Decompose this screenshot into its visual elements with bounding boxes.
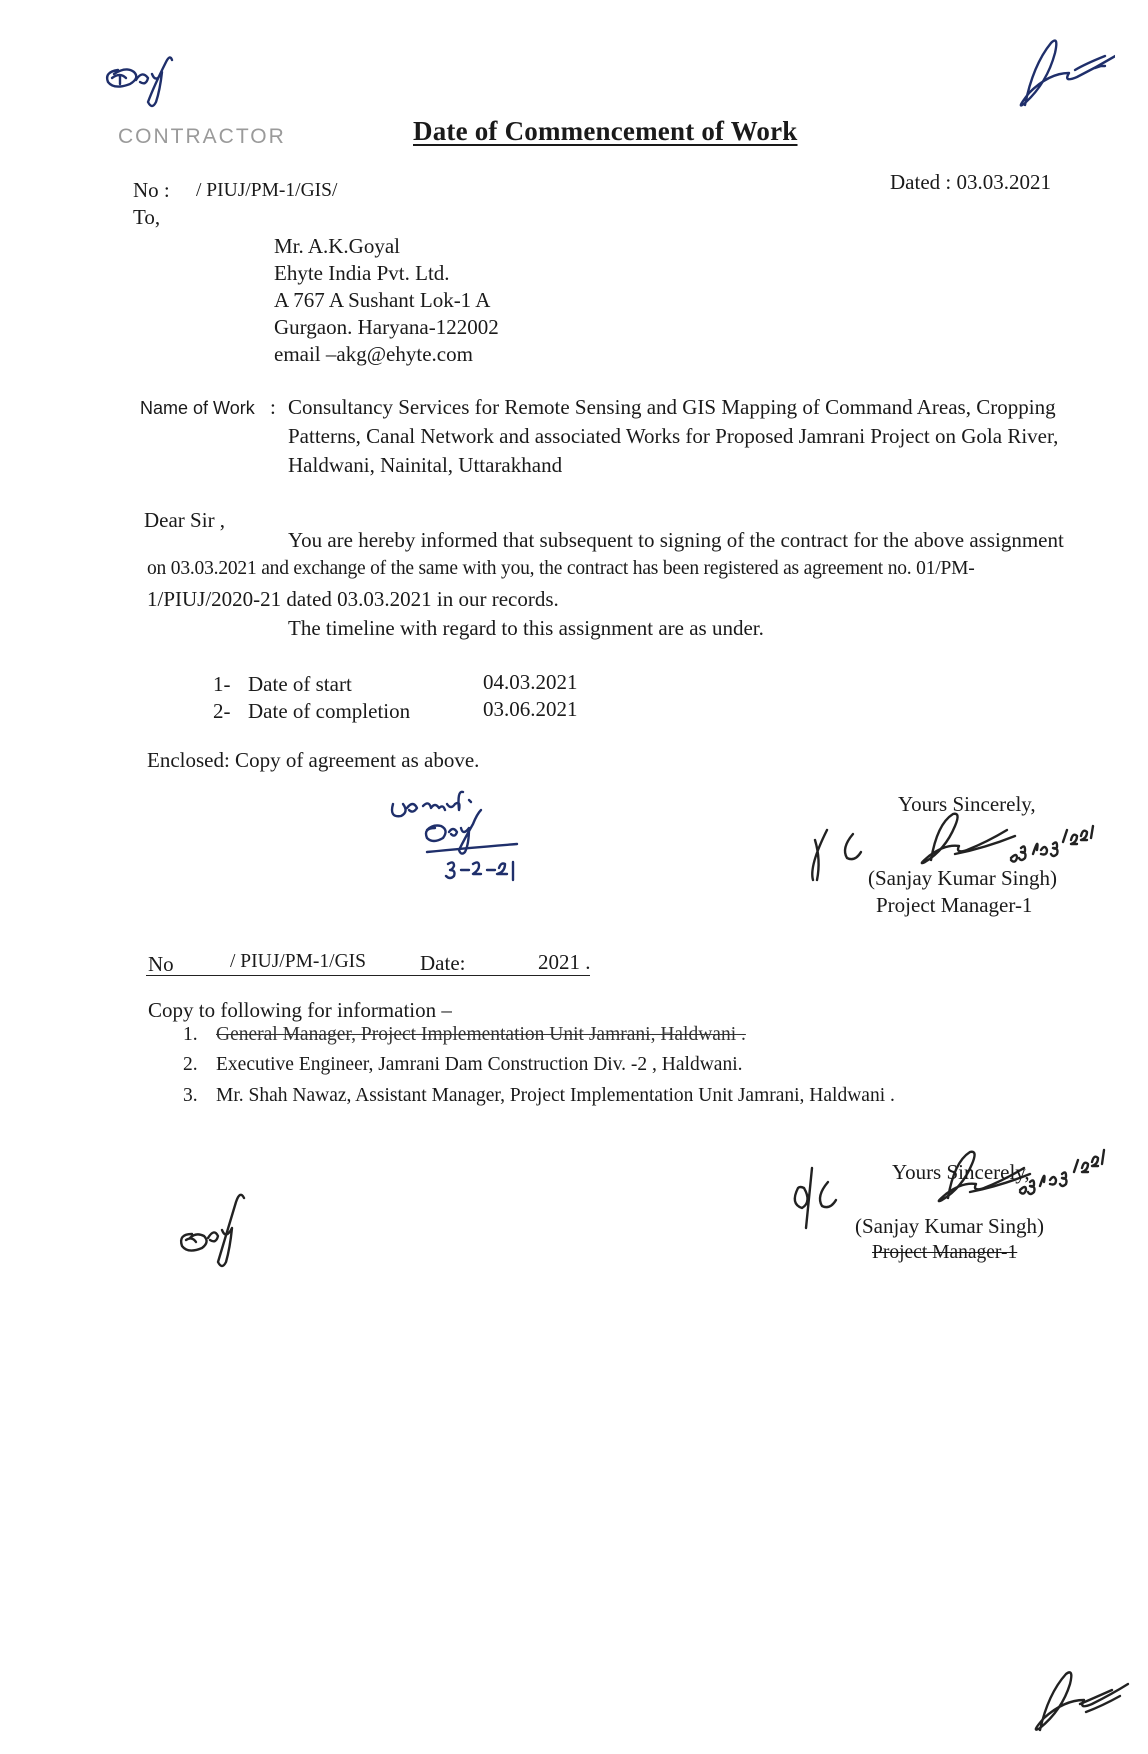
reference-no-label: No : xyxy=(133,178,170,202)
signature-date-1 xyxy=(1010,820,1074,836)
timeline-label: Date of start xyxy=(248,672,352,696)
bottom-right-initials-signature xyxy=(1020,1660,1130,1740)
copy-no-label: No xyxy=(148,952,174,976)
salutation: Dear Sir , xyxy=(144,508,226,532)
timeline-num: 1- xyxy=(213,672,231,696)
name-of-work-label: Name of Work xyxy=(140,398,255,418)
name-of-work-text xyxy=(288,393,1058,480)
name-of-work-colon: : xyxy=(270,395,276,419)
copy-to-num: 1. xyxy=(183,1024,198,1045)
recipient-street: A 767 A Sushant Lok-1 A xyxy=(274,288,491,312)
closing-2: Yours Sincerely, xyxy=(892,1160,1030,1184)
body-line: 1/PIUJ/2020-21 dated 03.03.2021 in our records. xyxy=(147,587,559,611)
letter-date: Dated : 03.03.2021 xyxy=(890,170,1051,194)
recipient-email: email –akg@ehyte.com xyxy=(274,342,473,366)
recipient-name: Mr. A.K.Goyal xyxy=(274,234,400,258)
copy-line-underline xyxy=(146,975,590,976)
signatory-name-1: (Sanjay Kumar Singh) xyxy=(868,866,1057,890)
copy-to-item: Mr. Shah Nawaz, Assistant Manager, Project Implementation Unit Jamrani, Haldwani . xyxy=(216,1085,895,1106)
copy-to-item: Executive Engineer, Jamrani Dam Construction Div. -2 , Haldwani. xyxy=(216,1054,743,1075)
received-word xyxy=(394,790,454,808)
recipient-company: Ehyte India Pvt. Ltd. xyxy=(274,261,450,285)
to-label: To, xyxy=(133,205,161,229)
recipient-city: Gurgaon. Haryana-122002 xyxy=(274,315,499,339)
copy-date-label: Date: xyxy=(420,951,466,975)
signatory-designation-1: Project Manager-1 xyxy=(876,893,1033,917)
timeline-label: Date of completion xyxy=(248,699,411,723)
timeline-value: 04.03.2021 xyxy=(483,670,578,694)
copy-ref: / PIUJ/PM-1/GIS xyxy=(230,951,366,972)
signature-date-2 xyxy=(1040,1170,1104,1186)
copy-to-num: 3. xyxy=(183,1085,198,1106)
body-line: You are hereby informed that subsequent to signing of the contract for the above assignment xyxy=(288,528,1064,552)
name-of-work-line: Consultancy Services for Remote Sensing and GIS Mapping of Command Areas, Cropping xyxy=(288,395,1056,419)
page-title: Date of Commencement of Work xyxy=(413,116,798,146)
copy-to-item: General Manager, Project Implementation Unit Jamrani, Haldwani . xyxy=(216,1024,746,1045)
enclosed-note: Enclosed: Copy of agreement as above. xyxy=(147,748,480,772)
body-line: on 03.03.2021 and exchange of the same with you, the contract has been registered as agreement no. 01/PM- xyxy=(147,558,975,579)
bottom-left-initials-signature xyxy=(168,1170,268,1280)
name-of-work-line: Patterns, Canal Network and associated Works for Proposed Jamrani Project on Gola River, xyxy=(288,424,1059,448)
recipient-address xyxy=(274,233,499,368)
top-right-initials-signature xyxy=(1005,30,1115,115)
closing-1: Yours Sincerely, xyxy=(898,792,1036,816)
timeline-intro: The timeline with regard to this assignment are as under. xyxy=(288,616,764,640)
name-of-work-line: Haldwani, Nainital, Uttarakhand xyxy=(288,453,563,477)
reference-no: / PIUJ/PM-1/GIS/ xyxy=(196,180,338,201)
copy-to-num: 2. xyxy=(183,1054,198,1075)
copy-year: 2021 . xyxy=(538,950,591,974)
contractor-stamp: CONTRACTOR xyxy=(118,125,286,148)
signatory-designation-2: Project Manager-1 xyxy=(872,1242,1018,1263)
copy-to-heading: Copy to following for information – xyxy=(148,998,452,1022)
timeline-value: 03.06.2021 xyxy=(483,697,578,721)
signatory-name-2: (Sanjay Kumar Singh) xyxy=(855,1214,1044,1238)
contractor-initials-signature xyxy=(98,40,193,120)
oc-mark-2 xyxy=(790,1195,840,1229)
oc-mark-1 xyxy=(810,846,860,880)
received-date xyxy=(440,868,477,884)
timeline-num: 2- xyxy=(213,699,231,723)
